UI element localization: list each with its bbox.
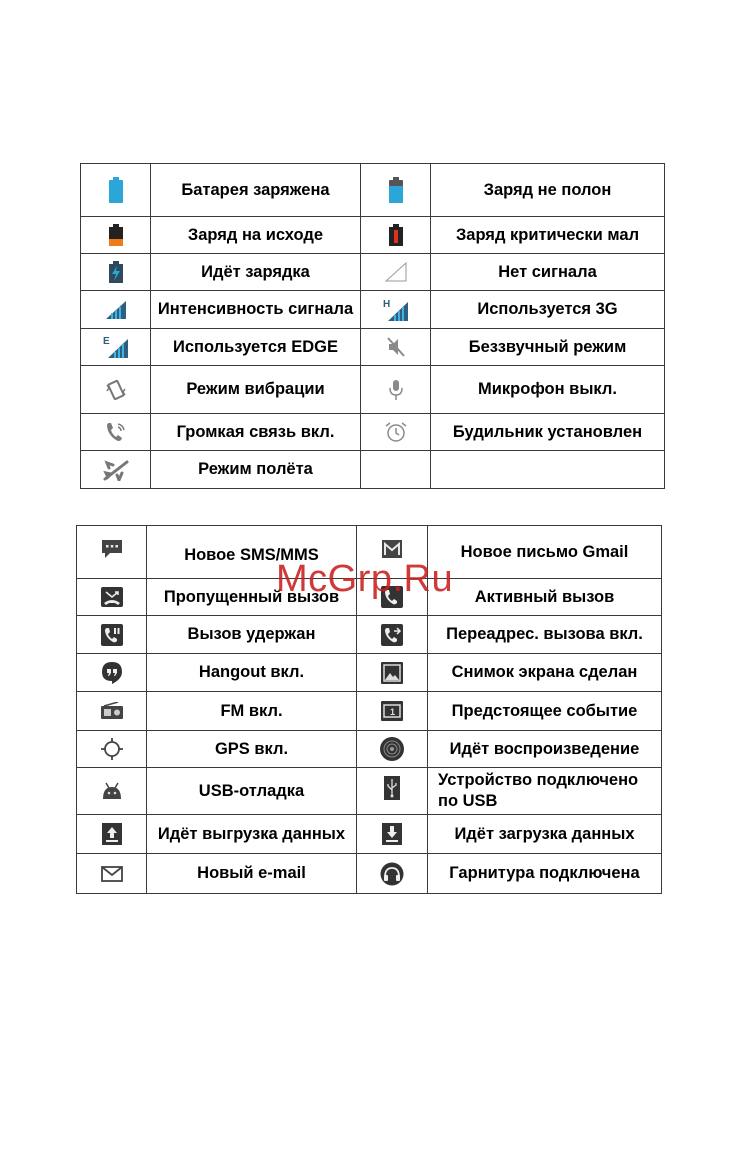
table-row [77,616,662,654]
status-label: Беззвучный режим [431,329,665,366]
sms-icon [101,539,123,559]
battery-full-icon [109,177,123,203]
calendar-event-icon [381,701,403,721]
mic-off-icon [387,379,405,401]
upload-icon [102,823,122,845]
gmail-icon [381,539,403,559]
svg-text:H: H [382,298,390,310]
vibrate-icon [105,379,127,401]
status-label: Режим вибрации [151,366,361,414]
icon-cell [81,366,151,414]
icon-cell [77,526,147,579]
status-label: Громкая связь вкл. [151,414,361,451]
icon-cell [77,654,147,692]
notification-label: Идёт воспроизведение [428,731,662,768]
email-icon [101,866,123,882]
icon-cell [77,768,147,815]
icon-cell [361,291,431,329]
battery-critical-icon [389,224,403,246]
usb-debug-icon [101,781,123,801]
status-label: Идёт зарядка [151,254,361,291]
status-label: Заряд критически мал [431,217,665,254]
usb-icon [384,776,400,800]
alarm-icon [384,421,408,443]
airplane-icon [103,459,129,481]
table-row [81,451,665,489]
table-row [77,768,662,815]
notification-label: GPS вкл. [147,731,357,768]
icon-cell [81,217,151,254]
icon-cell [361,254,431,291]
screenshot-icon [381,662,403,684]
notification-label: USB-отладка [147,768,357,815]
svg-text:E: E [102,336,110,347]
icon-cell [77,692,147,731]
icon-cell [361,366,431,414]
signal-strength-icon [105,300,127,320]
empty-cell [361,451,431,489]
icon-cell [357,731,428,768]
icon-cell [81,291,151,329]
icon-cell [77,815,147,854]
table-row [77,731,662,768]
icon-cell [357,768,428,815]
icon-cell [357,815,428,854]
status-label: Микрофон выкл. [431,366,665,414]
table-row [81,217,665,254]
call-forward-icon [381,624,403,646]
download-icon [382,823,402,845]
notification-label: Предстоящее событие [428,692,662,731]
fm-radio-icon [100,702,124,720]
icon-cell [357,854,428,894]
status-label: Интенсивность сигнала [151,291,361,329]
icon-cell [361,414,431,451]
icon-cell [357,654,428,692]
status-label: Используется 3G [431,291,665,329]
table-row [77,692,662,731]
watermark: McGrp.Ru [276,558,454,600]
status-label: Заряд на исходе [151,217,361,254]
status-label: Будильник установлен [431,414,665,451]
icon-cell [361,329,431,366]
signal-3g-icon [383,298,409,322]
headset-icon [380,862,404,886]
signal-edge-icon [103,335,129,359]
status-label: Используется EDGE [151,329,361,366]
notification-label: Устройство подключено по USB [428,768,662,815]
notification-label: Hangout вкл. [147,654,357,692]
table-row [81,329,665,366]
table-row [77,815,662,854]
notification-label: FM вкл. [147,692,357,731]
gps-icon [100,737,124,761]
icon-cell [77,616,147,654]
notification-label: Идёт выгрузка данных [147,815,357,854]
notification-label: Гарнитура подключена [428,854,662,894]
notification-label: Новый e-mail [147,854,357,894]
silent-mode-icon [386,336,406,358]
notification-label: Новое письмо Gmail [428,526,662,579]
icon-cell [81,164,151,217]
icon-cell [357,692,428,731]
icon-cell [77,731,147,768]
missed-call-icon [101,587,123,607]
notification-label: Снимок экрана сделан [428,654,662,692]
status-label: Заряд не полон [431,164,665,217]
table-row [81,164,665,217]
hangout-icon [101,661,123,685]
speakerphone-icon [104,420,128,444]
status-label: Батарея заряжена [151,164,361,217]
icon-cell [361,217,431,254]
notification-label: Идёт загрузка данных [428,815,662,854]
status-label: Режим полёта [151,451,361,489]
battery-partial-icon [389,177,403,203]
notification-label: Активный вызов [428,579,662,616]
battery-low-icon [109,224,123,246]
notification-label: Переадрес. вызова вкл. [428,616,662,654]
icon-cell [81,329,151,366]
icon-cell [81,451,151,489]
call-hold-icon [101,624,123,646]
table-row [77,854,662,894]
icon-cell [361,164,431,217]
table-row [81,414,665,451]
svg-text:1: 1 [390,707,396,718]
notification-label: Вызов удержан [147,616,357,654]
status-label: Нет сигнала [431,254,665,291]
table-row [81,291,665,329]
table-row [77,654,662,692]
icon-cell [77,579,147,616]
playback-icon [379,736,405,762]
icon-cell [81,414,151,451]
no-signal-icon [385,262,407,282]
table-row [81,254,665,291]
icon-cell [357,616,428,654]
table-row [81,366,665,414]
notification-label: Новое SMS/MMS [147,526,357,579]
status-icons-table [80,163,665,489]
icon-cell [77,854,147,894]
empty-cell [431,451,665,489]
icon-cell [81,254,151,291]
battery-charging-icon [109,261,123,283]
notification-label: Пропущенный вызов [147,579,357,616]
